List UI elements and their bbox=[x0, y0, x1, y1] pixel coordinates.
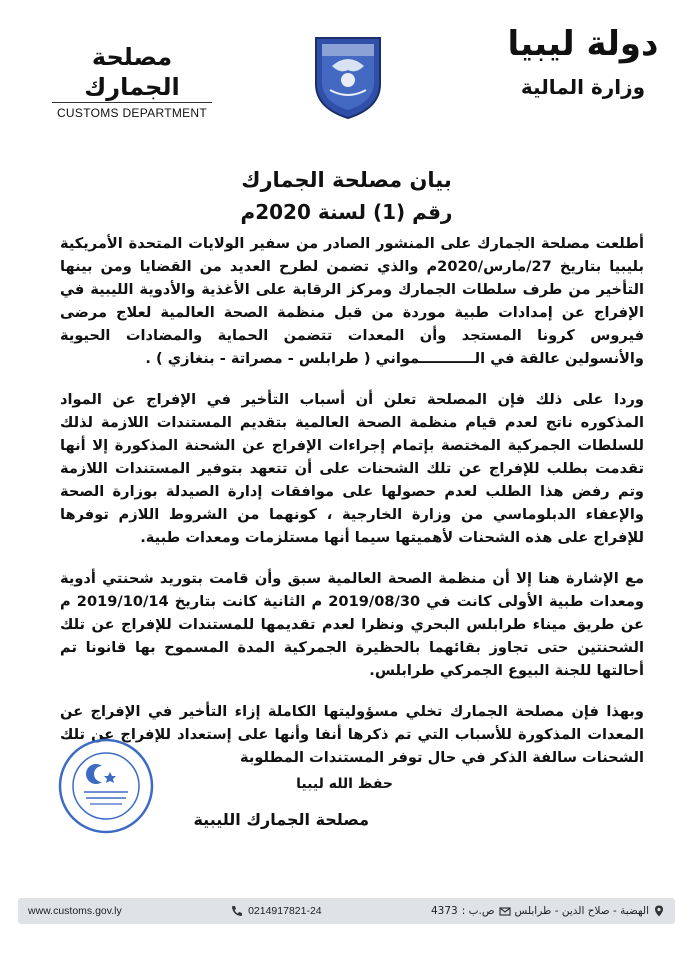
po-box-number: 4373 bbox=[430, 905, 458, 917]
statement-number: رقم (1) لسنة 2020م bbox=[240, 200, 453, 224]
phone-number: 0214917821-24 bbox=[248, 905, 322, 917]
state-name: دولة ليبيا bbox=[507, 24, 659, 64]
location-pin-icon bbox=[653, 905, 665, 917]
paragraph-2: وردا على ذلك فإن المصلحة تعلن أن أسباب التأخير في الإفراج عن المواد المذكوره ناتج لعدم قيام منظمة الصحة العالمية بتقديم المستندات اللازمة لذلك للسلطات الجمركية المختصة بإتمام إجراءات الإفراج عن الشحنة المذكورة إلا أنها تقدمت بطلب للإفراج عن تلك الشحنات على أن تتعهد بتوفير المستندات اللازمة وتم رفض هذا الطلب لعدم حصولها على موافقات إدارة الصيدلة بوزارة الصحة والإعفاء الدبلوماسي من وزارة الخارجية ، كونهما من الشروط اللازم توفرها للإفراج على هذه الشحنات لأهميتها سيما أنها مستلزمات ومعدات طبية. bbox=[60, 391, 644, 546]
mailbox-icon bbox=[499, 905, 511, 917]
footer-bar bbox=[18, 898, 675, 924]
po-box-label: ص.ب : bbox=[461, 905, 495, 917]
paragraph-4: وبهذا فإن مصلحة الجمارك تخلي مسؤوليتها الكاملة إزاء التأخير في الإفراج عن المعدات المذكورة للأسباب التي تم ذكرها أنفا وأنها على إستعداد للإفراج عن تلك الشحنات سالفة الذكر في حال توفر المستندات المطلوبة bbox=[60, 703, 644, 766]
state-emblem-icon bbox=[312, 34, 384, 120]
customs-logo-english: CUSTOMS DEPARTMENT bbox=[52, 102, 212, 120]
ministry-name: وزارة المالية bbox=[520, 75, 646, 99]
paragraph-3: مع الإشارة هنا إلا أن منظمة الصحة العالمية سبق وأن قامت بتوريد شحنتي أدوية ومعدات طبية الأولى كانت في 2019/08/30 م الثانية كانت بتاريخ 2019/10/14 م عن طريق ميناء طرابلس البحري ونظرا لعدم تقديمها للمستندات للإفراج عن تلك الشحنتين حتى تجاوز بقائهما بالحظيرة الجمركية المدة المسموح بها قانونا تم أحالتها للجنة البيوع الجمركي طرابلس. bbox=[60, 570, 644, 679]
libya-state-header bbox=[503, 22, 663, 100]
customs-logo-arabic: مصلحة الجمارك bbox=[84, 43, 180, 101]
signature-authority: مصلحة الجمارك الليبية bbox=[193, 810, 369, 829]
statement-body bbox=[60, 232, 644, 787]
customs-department-logo bbox=[52, 42, 212, 120]
phone-icon bbox=[231, 905, 243, 917]
statement-title: بيان مصلحة الجمارك bbox=[241, 168, 452, 192]
phone-contact bbox=[231, 905, 322, 917]
address-contact bbox=[431, 905, 675, 917]
closing-phrase: حفظ الله ليبيا bbox=[296, 776, 393, 792]
website-link[interactable]: www.customs.gov.ly bbox=[28, 905, 122, 917]
address-text: الهضبة - صلاح الدين - طرابلس bbox=[514, 905, 649, 917]
paragraph-1: أطلعت مصلحة الجمارك على المنشور الصادر من سفير الولايات المتحدة الأمريكية بليبيا بتاريخ 27/مارس/2020م والذي تضمن لطرح العديد من القضايا ومن بينها التأخير من طرف سلطات الجمارك ومركز الرقابة على الأغذية والأدوية الليبية في الإفراج عن إمدادات طبية موردة من قبل منظمة الصحة العالمية لعلاج مرضى فيروس كرونا المستجد وأن المعدات تتضمن الحماية والمضادات الحيوية والأنسولين عالقة في الـــــــــــمواني ( طرابلس - مصراتة - بنغازي ) . bbox=[60, 235, 644, 367]
